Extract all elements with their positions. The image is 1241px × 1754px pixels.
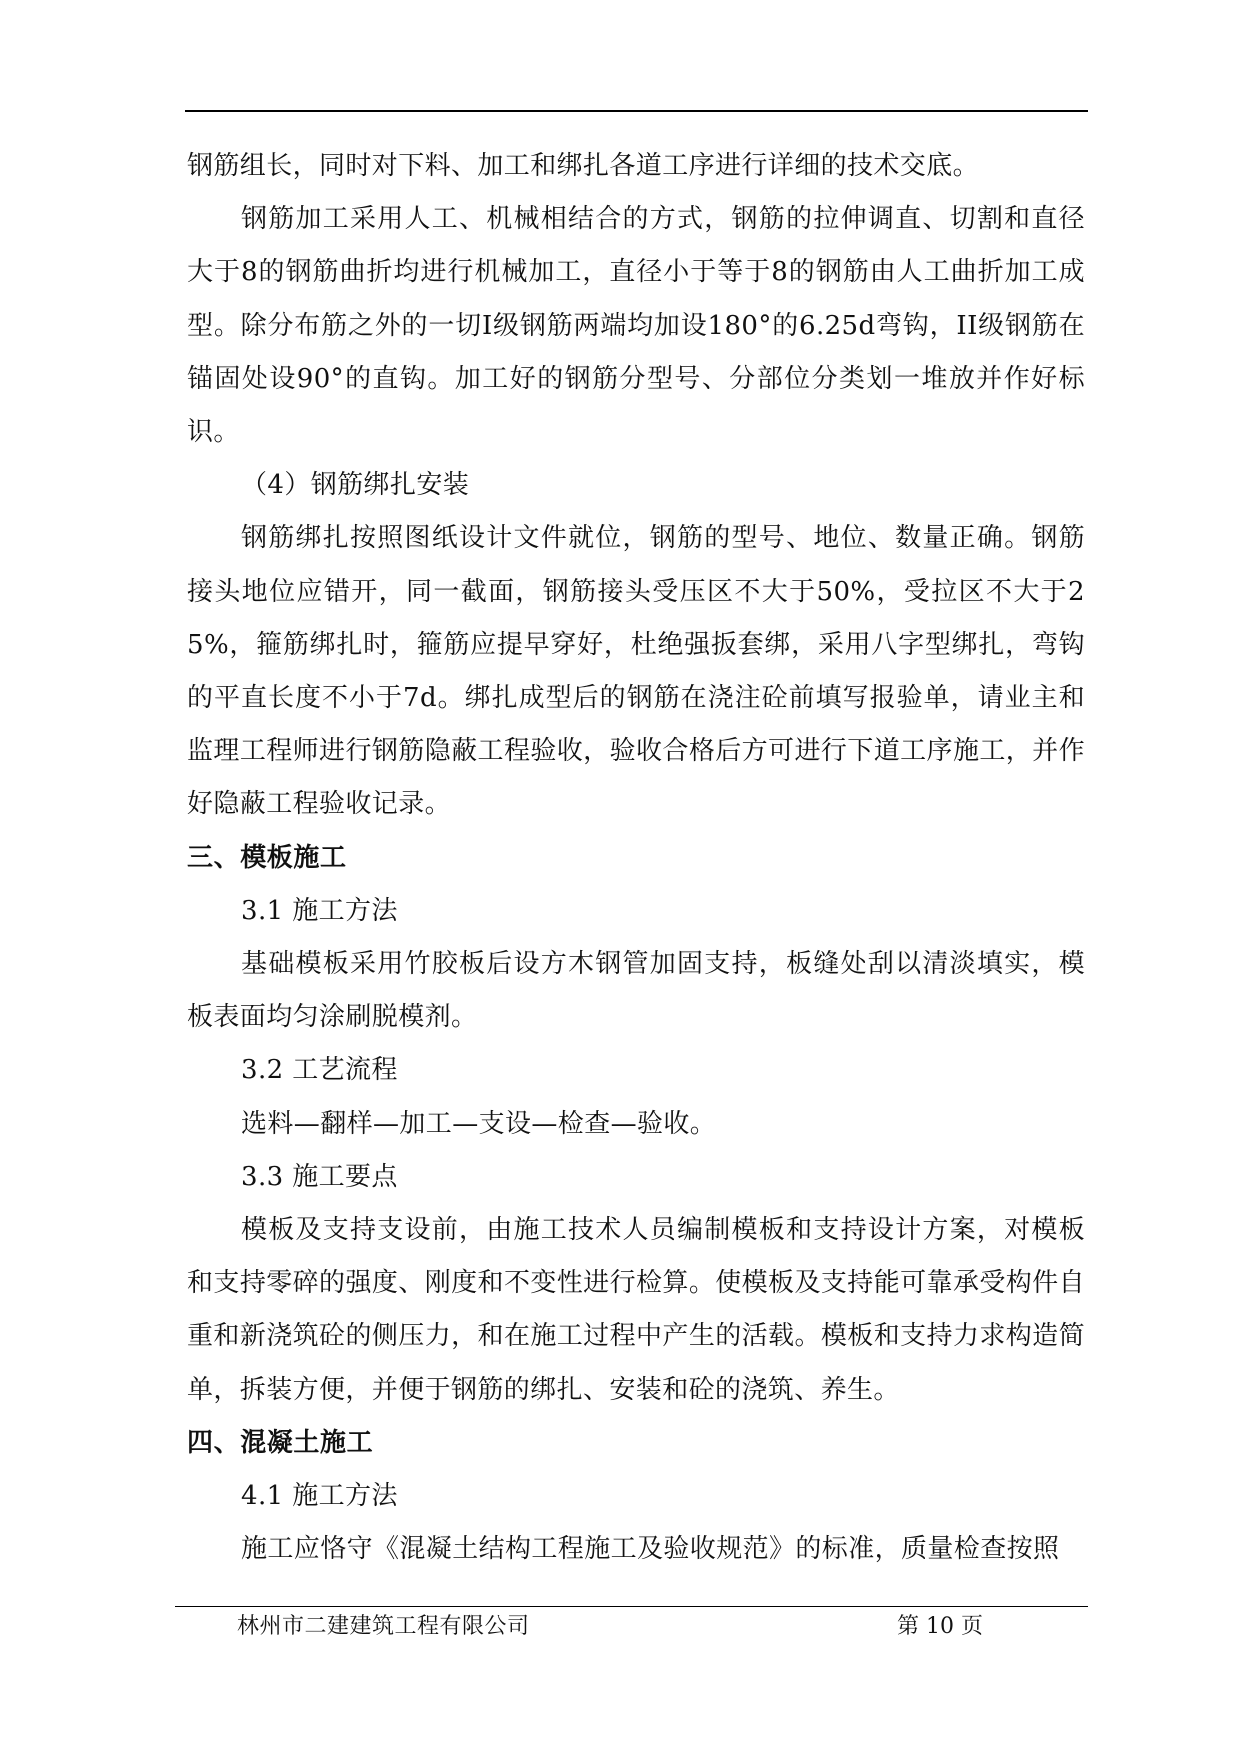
paragraph: 模板及支持支设前，由施工技术人员编制模板和支持设计方案，对模板和支持零碎的强度、刚度和不变性进行检算。使模板及支持能可靠承受构件自重和新浇筑砼的侧压力，和在施工过程中产生的活载。模板和支持力求构造简单，拆装方便，并便于钢筋的绑扎、安装和砼的浇筑、养生。 bbox=[187, 1215, 1085, 1405]
paragraph: 基础模板采用竹胶板后设方木钢管加固支持，板缝处刮以清淡填实，模板表面均匀涂刷脱模剂。 bbox=[187, 949, 1085, 1033]
section-heading: 四、混凝土施工 bbox=[187, 1427, 374, 1458]
paragraph: 选料—翻样—加工—支设—检查—验收。 bbox=[241, 1108, 717, 1139]
paragraph: 施工应恪守《混凝土结构工程施工及验收规范》的标准，质量检查按照 bbox=[241, 1534, 1060, 1565]
subheading: 4.1 施工方法 bbox=[241, 1481, 398, 1512]
subheading: 3.1 施工方法 bbox=[241, 895, 398, 926]
section-heading: 三、模板施工 bbox=[187, 842, 347, 873]
header-rule bbox=[185, 110, 1088, 112]
footer-page-number: 第 10 页 bbox=[897, 1614, 983, 1639]
subheading: 3.3 施工要点 bbox=[241, 1161, 398, 1192]
document-body bbox=[187, 140, 1085, 1576]
subheading: （4）钢筋绑扎安装 bbox=[241, 470, 470, 501]
paragraph: 钢筋绑扎按照图纸设计文件就位，钢筋的型号、地位、数量正确。钢筋接头地位应错开，同一截面，钢筋接头受压区不大于50%，受拉区不大于25%，箍筋绑扎时，箍筋应提早穿好，杜绝强扳套绑，采用八字型绑扎，弯钩的平直长度不小于7d。绑扎成型后的钢筋在浇注砼前填写报验单，请业主和监理工程师进行钢筋隐蔽工程验收，验收合格后方可进行下道工序施工，并作好隐蔽工程验收记录。 bbox=[187, 523, 1085, 820]
paragraph: 钢筋组长，同时对下料、加工和绑扎各道工序进行详细的技术交底。 bbox=[187, 151, 980, 181]
footer-rule bbox=[175, 1606, 1088, 1607]
footer-company-name: 林州市二建建筑工程有限公司 bbox=[237, 1614, 530, 1639]
paragraph: 钢筋加工采用人工、机械相结合的方式，钢筋的拉伸调直、切割和直径大于8的钢筋曲折均进行机械加工，直径小于等于8的钢筋由人工曲折加工成型。除分布筋之外的一切Ⅰ级钢筋两端均加设180°的6.25d弯钩，II级钢筋在锚固处设90°的直钩。加工好的钢筋分型号、分部位分类划一堆放并作好标识。 bbox=[187, 204, 1085, 448]
subheading: 3.2 工艺流程 bbox=[241, 1055, 398, 1086]
